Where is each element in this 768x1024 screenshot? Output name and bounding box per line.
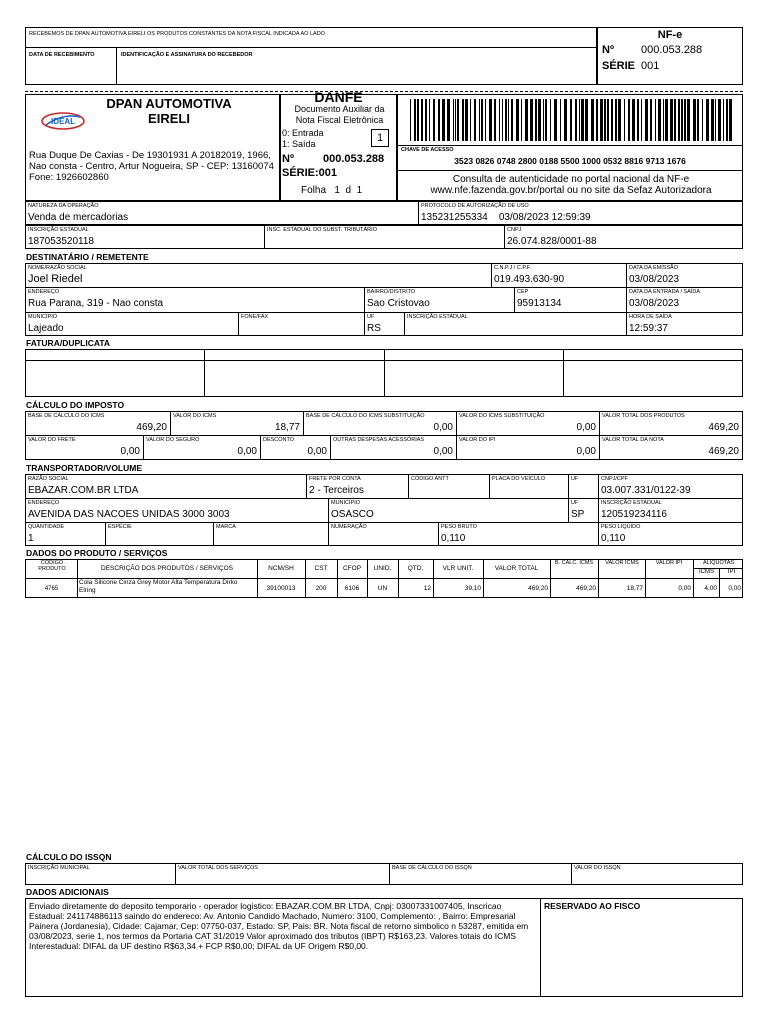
- v-prod-label: VALOR TOTAL DOS PRODUTOS: [602, 413, 685, 419]
- consulta-text: Consulta de autenticidade no portal nacional da NF-e www.nfe.fazenda.gov.br/portal ou no site da Sefaz Autorizadora: [430, 174, 712, 196]
- transp-numeracao-label: NUMERAÇÃO: [331, 524, 367, 530]
- transp-ie-label: INSCRIÇÃO ESTADUAL: [601, 500, 662, 506]
- transp-placa-label: PLACA DO VEÍCULO: [492, 476, 546, 482]
- barcode-bar: [715, 99, 716, 141]
- col-aliquotas: ALÍQUOTAS: [702, 560, 735, 566]
- v-nota: 469,20: [708, 446, 739, 457]
- barcode-bar: [447, 99, 450, 141]
- barcode-bar: [550, 99, 551, 141]
- cnpj-label: CNPJ: [507, 227, 522, 233]
- natureza-value: Venda de mercadorias: [28, 212, 129, 223]
- row-descricao: Cola Silicone Cinza Grey Motor Alta Temperatura Dirko Elring: [79, 579, 238, 594]
- barcode-bar: [481, 99, 483, 141]
- nfe-stub-num-label: Nº: [602, 44, 614, 56]
- transp-qtd-label: QUANTIDADE: [28, 524, 65, 530]
- issqn-box: [25, 863, 743, 885]
- issqn-vserv-label: VALOR TOTAL DOS SERVIÇOS: [178, 865, 258, 871]
- dest-bairro-label: BAIRRO/DISTRITO: [367, 289, 416, 295]
- iest-label: INSC. ESTADUAL DO SUBST. TRIBUTÁRIO: [267, 227, 377, 233]
- dest-entrada: 03/08/2023: [629, 298, 680, 309]
- barcode-bar: [611, 99, 613, 141]
- desconto-label: DESCONTO: [263, 437, 295, 443]
- transp-frete: 2 - Terceiros: [309, 485, 364, 496]
- col-aliq-icms: ICMS: [699, 569, 714, 575]
- transp-razao: EBAZAR.COM.BR LTDA: [28, 485, 139, 496]
- barcode-bar: [465, 99, 468, 141]
- transp-cnpj: 03.007.331/0122-39: [601, 485, 691, 496]
- dest-fone-label: FONE/FAX: [241, 314, 269, 320]
- barcode-bar: [575, 99, 577, 141]
- dest-endereco: Rua Parana, 319 - Nao consta: [28, 298, 164, 309]
- col-ncm: NCM/SH: [268, 565, 294, 572]
- barcode-bar: [489, 99, 492, 141]
- v-prod: 469,20: [708, 422, 739, 433]
- ie-value: 187053520118: [28, 236, 94, 247]
- company-logo: [40, 111, 86, 131]
- dest-cep: 95913134: [517, 298, 562, 309]
- v-icms: 18,77: [274, 422, 300, 433]
- barcode-bar: [421, 99, 423, 141]
- transp-razao-label: RAZÃO SOCIAL: [28, 476, 69, 482]
- dest-hora-label: HORA DE SAÍDA: [629, 314, 672, 320]
- seguro: 0,00: [237, 446, 257, 457]
- barcode-bar: [596, 99, 598, 141]
- barcode-bar: [702, 99, 703, 141]
- outras-label: OUTRAS DESPESAS ACESSÓRIAS: [333, 437, 425, 443]
- barcode-bar: [581, 99, 584, 141]
- barcode-bar: [711, 99, 714, 141]
- nfe-stub-serie-label: SÉRIE: [602, 60, 636, 72]
- barcode-bar: [607, 99, 609, 141]
- row-vtotal: 469,20: [528, 585, 548, 592]
- dest-emissao-label: DATA DA EMISSÃO: [629, 265, 679, 271]
- barcode-bar: [538, 99, 541, 141]
- protocolo-label: PROTOCOLO DE AUTORIZAÇÃO DE USO: [421, 203, 529, 209]
- v-st: 0,00: [576, 422, 596, 433]
- frete-label: VALOR DO FRETE: [28, 437, 76, 443]
- row-vipi: 0,00: [678, 585, 691, 592]
- col-bcicms: B. CALC. ICMS: [554, 560, 594, 566]
- transp-frete-label: FRETE POR CONTA: [309, 476, 361, 482]
- barcode-bar: [665, 99, 668, 141]
- produtos-title: DADOS DO PRODUTO / SERVIÇOS: [26, 548, 168, 558]
- barcode-bar: [570, 99, 572, 141]
- col-cst: CST: [314, 565, 328, 572]
- barcode-bar: [414, 99, 416, 141]
- barcode-bar: [615, 99, 617, 141]
- issqn-title: CÁLCULO DO ISSQN: [26, 852, 112, 862]
- destinatario-title: DESTINATÁRIO / REMETENTE: [26, 252, 149, 262]
- transp-antt-label: CÓDIGO ANTT: [411, 476, 449, 482]
- barcode-bar: [462, 99, 464, 141]
- chave-value: 3523 0826 0748 2800 0188 5500 1000 0532 8816 9713 1676: [454, 156, 686, 166]
- transp-municipio: OSASCO: [331, 509, 374, 520]
- barcode-bar: [457, 99, 459, 141]
- barcode-bar: [442, 99, 445, 141]
- barcode-bar: [628, 99, 630, 141]
- receipt-text: RECEBEMOS DE DPAN AUTOMOTIVA EIRELI OS PRODUTOS CONSTANTES DA NOTA FISCAL INDICADA AO LADO: [29, 31, 325, 37]
- barcode-bar: [511, 99, 513, 141]
- danfe-num-label: Nº: [282, 153, 294, 165]
- barcode-bar: [684, 99, 686, 141]
- issqn-bc-label: BASE DE CÁLCULO DO ISSQN: [392, 865, 472, 871]
- barcode-bar: [410, 99, 411, 141]
- ipi: 0,00: [576, 446, 596, 457]
- barcode-bar: [693, 99, 696, 141]
- barcode-bar: [726, 99, 728, 141]
- barcode-bar: [438, 99, 440, 141]
- natureza-label: NATUREZA DA OPERAÇÃO: [28, 203, 99, 209]
- receipt-date-label: DATA DE RECEBIMENTO: [29, 52, 95, 58]
- dest-nome-label: NOME/RAZÃO SOCIAL: [28, 265, 87, 271]
- barcode-bar: [530, 99, 533, 141]
- barcode-bar: [543, 99, 544, 141]
- barcode-bar: [618, 99, 621, 141]
- col-vicms: VALOR ICMS: [605, 560, 639, 566]
- row-aipi: 0,00: [728, 585, 741, 592]
- company-address: Rua Duque De Caxias - De 19301931 A 20182019, 1966, Nao consta - Centro, Artur Nogueira, SP - CEP: 13160074 Fone: 1926602860: [29, 150, 274, 183]
- fatura-title: FATURA/DUPLICATA: [26, 338, 111, 348]
- barcode-bar: [525, 99, 528, 141]
- danfe-num: 000.053.288: [323, 153, 385, 165]
- ipi-label: VALOR DO IPI: [459, 437, 496, 443]
- danfe-folha: Folha 1 d 1: [301, 185, 363, 196]
- barcode-bar: [417, 99, 419, 141]
- barcode-bar: [479, 99, 480, 141]
- seguro-label: VALOR DO SEGURO: [146, 437, 200, 443]
- col-descricao: DESCRIÇÃO DOS PRODUTOS / SERVIÇOS: [101, 565, 233, 572]
- row-vicms: 18,77: [626, 585, 643, 592]
- barcode-bar: [545, 99, 547, 141]
- nfe-stub-title: NF-e: [657, 29, 683, 41]
- barcode-bar: [494, 99, 496, 141]
- barcode-bar: [706, 99, 709, 141]
- dest-bairro: Sao Cristovao: [367, 298, 430, 309]
- barcode-bar: [670, 99, 673, 141]
- barcode-bar: [729, 99, 732, 141]
- transp-qtd: 1: [28, 533, 34, 544]
- barcode-bar: [560, 99, 561, 141]
- dest-uf-label: UF: [367, 314, 375, 320]
- danfe-tipo-box: [371, 129, 389, 147]
- barcode-bar: [655, 99, 656, 141]
- barcode-bar: [723, 99, 724, 141]
- barcode-bar: [674, 99, 676, 141]
- dest-entrada-label: DATA DA ENTRADA / SAÍDA: [629, 289, 701, 295]
- dest-cep-label: CEP: [517, 289, 529, 295]
- transp-endereco: AVENIDA DAS NACOES UNIDAS 3000 3003: [28, 509, 230, 520]
- transp-cnpj-label: CNPJ/CPF: [601, 476, 628, 482]
- barcode-bar: [663, 99, 664, 141]
- bc-st: 0,00: [433, 422, 453, 433]
- col-vipi: VALOR IPI: [655, 560, 683, 566]
- dest-endereco-label: ENDEREÇO: [28, 289, 60, 295]
- imposto-title: CÁLCULO DO IMPOSTO: [26, 400, 125, 410]
- barcode-bar: [604, 99, 606, 141]
- transp-pbruto-label: PESO BRUTO: [441, 524, 477, 530]
- danfe-tipo: 1: [376, 132, 384, 144]
- barcode-bar: [658, 99, 661, 141]
- barcode-bar: [485, 99, 486, 141]
- row-bcicms: 469,20: [576, 585, 596, 592]
- barcode-bar: [678, 99, 680, 141]
- barcode-bar: [624, 99, 625, 141]
- natureza-row: [25, 201, 743, 225]
- company-name: DPAN AUTOMOTIVA EIRELI: [106, 96, 232, 126]
- transp-uf-label: UF: [571, 476, 579, 482]
- col-vtotal: VALOR TOTAL: [494, 565, 539, 572]
- barcode-bar: [516, 99, 519, 141]
- barcode-bar: [697, 99, 699, 141]
- adicionais-title: DADOS ADICIONAIS: [26, 887, 109, 897]
- transp-pbruto: 0,110: [441, 533, 466, 544]
- barcode-bar: [718, 99, 721, 141]
- barcode-bar: [453, 99, 454, 141]
- barcode-bar: [591, 99, 594, 141]
- barcode-bar: [455, 99, 456, 141]
- bc-icms: 469,20: [136, 422, 167, 433]
- barcode-bar: [579, 99, 580, 141]
- row-cst: 200: [315, 585, 327, 592]
- barcode-bar: [502, 99, 503, 141]
- col-unid: UNID.: [373, 565, 392, 572]
- nfe-stub-serie: 001: [641, 60, 660, 72]
- transp-end-label: ENDEREÇO: [28, 500, 60, 506]
- barcode-bar: [637, 99, 639, 141]
- dest-cnpj-label: C.N.P.J / C.P.F.: [494, 265, 532, 271]
- row-vunit: 39,10: [464, 585, 481, 592]
- transp-ie: 120519234116: [601, 509, 667, 520]
- issqn-v-label: VALOR DO ISSQN: [574, 865, 621, 871]
- barcode-bar: [470, 99, 471, 141]
- col-aliq-ipi: IPI: [727, 569, 736, 575]
- barcode-bar: [429, 99, 430, 141]
- barcode-bar: [508, 99, 509, 141]
- danfe-serie: SÉRIE:001: [282, 167, 338, 179]
- barcode-bar: [641, 99, 642, 141]
- dest-nome: Joel Riedel: [28, 273, 83, 285]
- transp-uf2-label: UF: [571, 500, 579, 506]
- danfe-subtitle: Documento Auxiliar da Nota Fiscal Eletrônica: [294, 104, 385, 125]
- dest-emissao: 03/08/2023: [629, 274, 680, 285]
- barcode-bar: [585, 99, 588, 141]
- desconto: 0,00: [307, 446, 327, 457]
- outras: 0,00: [433, 446, 453, 457]
- dest-municipio: Lajeado: [28, 323, 64, 334]
- barcode-bar: [564, 99, 567, 141]
- barcode-bar: [433, 99, 435, 141]
- transp-mun-label: MUNICÍPIO: [331, 500, 361, 506]
- danfe-title: DANFE: [314, 89, 363, 105]
- barcode-bar: [632, 99, 635, 141]
- transp-uf2: SP: [571, 509, 585, 520]
- danfe-entrada: 0: Entrada: [282, 128, 324, 138]
- dest-ie-label: INSCRIÇÃO ESTADUAL: [407, 314, 468, 320]
- v-st-label: VALOR DO ICMS SUBSTITUIÇÃO: [459, 413, 545, 419]
- barcode-bar: [645, 99, 648, 141]
- receipt-sign-label: IDENTIFICAÇÃO E ASSINATURA DO RECEBEDOR: [121, 52, 253, 58]
- transp-marca-label: MARCA: [216, 524, 236, 530]
- fisco-label: RESERVADO AO FISCO: [544, 901, 641, 911]
- bc-st-label: BASE DE CÁLCULO DO ICMS SUBSTITUIÇÃO: [306, 413, 425, 419]
- frete: 0,00: [120, 446, 140, 457]
- barcode-bar: [521, 99, 522, 141]
- adicionais-text: Enviado diretamente do deposito temporario - operador logistico: EBAZAR.COM.BR LTDA, Cnpj: 03007331007405, Inscricao Estadual: 241174886113 saindo do endereco: Av. Antonio Candido Machado, Numero: 3100, Complemento: , Bairro: Empresarial Painera (Jordanesia), Cidade: Cajamar, Cep: 07750-037, Estado: SP, Pais: BR. Nota fiscal de retorno simbolico n 53287, emitida em 03/08/2023, serie 1, nos termos da Portaria CAT 31/2019 Valor aproximado dos tributos (IBPT) R$163,23. Valores totais do ICMS Interestadual: DIFAL da UF destino R$63,34 + FCP R$0,00; DIFAL da UF Origem R$0,00.: [29, 901, 529, 951]
- company-logo-text: IDEAL: [51, 117, 75, 126]
- barcode-bar: [650, 99, 652, 141]
- barcode-bar: [600, 99, 603, 141]
- v-nota-label: VALOR TOTAL DA NOTA: [602, 437, 664, 443]
- row-aicms: 4,00: [704, 585, 717, 592]
- barcode: [410, 99, 736, 141]
- col-qtd: QTD.: [407, 565, 424, 572]
- barcode-bar: [687, 99, 690, 141]
- barcode-bar: [681, 99, 683, 141]
- transp-pliq-label: PESO LÍQUIDO: [601, 524, 641, 530]
- ie-row: [25, 225, 743, 249]
- row-codigo: 4765: [44, 586, 59, 592]
- dest-municipio-label: MUNICÍPIO: [28, 314, 58, 320]
- col-cfop: CFOP: [342, 565, 362, 572]
- transp-especie-label: ESPÉCIE: [108, 524, 132, 530]
- barcode-bar: [499, 99, 500, 141]
- transportador-title: TRANSPORTADOR/VOLUME: [26, 463, 143, 473]
- v-icms-label: VALOR DO ICMS: [173, 413, 217, 419]
- cnpj-value: 26.074.828/0001-88: [507, 236, 597, 247]
- row-cfop: 6106: [344, 585, 360, 592]
- dest-cnpj: 019.493.630-90: [494, 274, 565, 285]
- dest-hora: 12:59:37: [629, 323, 668, 334]
- barcode-bar: [535, 99, 537, 141]
- barcode-bar: [474, 99, 476, 141]
- transp-pliq: 0,110: [601, 533, 626, 544]
- row-qtd: 12: [423, 585, 431, 592]
- issqn-im-label: INSCRIÇÃO MUNICIPAL: [28, 865, 90, 871]
- row-unid: UN: [377, 585, 388, 592]
- barcode-bar: [505, 99, 507, 141]
- protocolo-value: 135231255334 03/08/2023 12:59:39: [421, 212, 591, 223]
- nfe-stub-num: 000.053.288: [641, 44, 703, 56]
- ie-label: INSCRIÇÃO ESTADUAL: [28, 227, 89, 233]
- danfe-saida: 1: Saída: [282, 139, 316, 149]
- barcode-bar: [554, 99, 557, 141]
- col-vunit: VLR UNIT.: [442, 565, 474, 572]
- bc-icms-label: BASE DE CÁLCULO DO ICMS: [28, 413, 105, 419]
- chave-label: CHAVE DE ACESSO: [401, 147, 454, 153]
- row-ncm: 39100013: [266, 585, 296, 592]
- barcode-bar: [425, 99, 427, 141]
- col-codigo-h: CÓDIGO PRODUTO: [38, 560, 66, 572]
- dest-uf: RS: [367, 323, 381, 334]
